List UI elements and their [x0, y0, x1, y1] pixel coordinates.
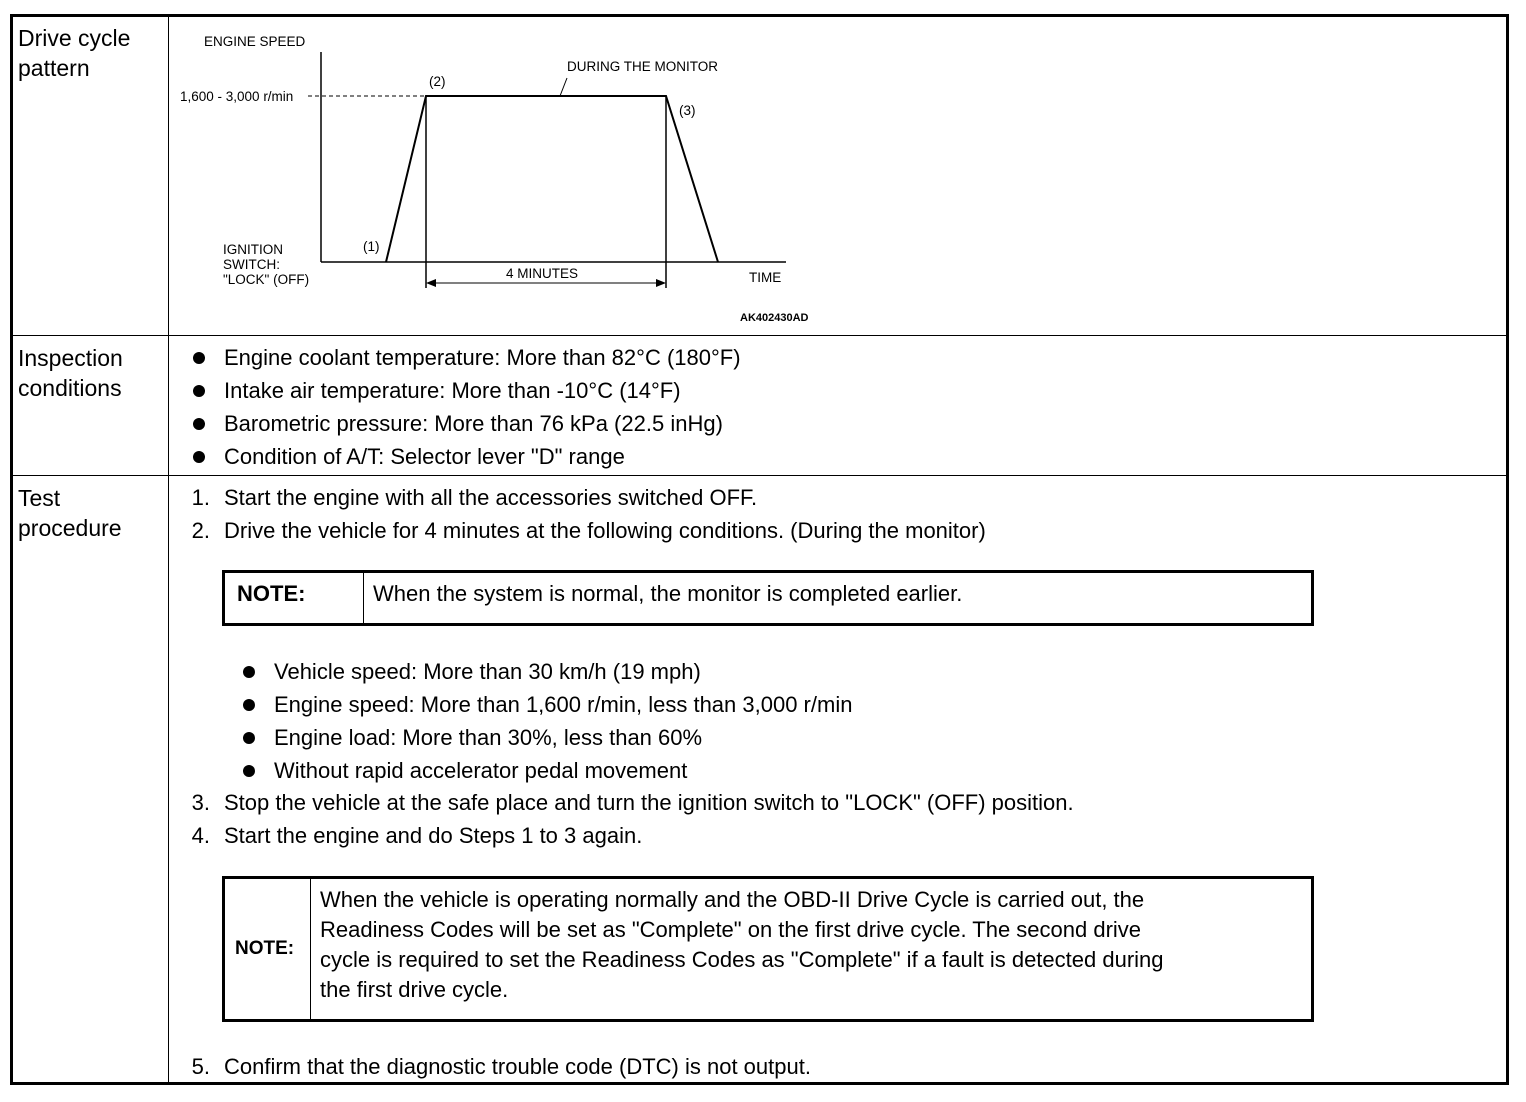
bullet-icon: [243, 765, 255, 777]
row-divider: [13, 475, 1506, 476]
note-line: Readiness Codes will be set as "Complete" on the first drive cycle. The second drive: [320, 917, 1142, 942]
inspection-item: Engine coolant temperature: More than 82°C (180°F): [224, 345, 741, 370]
test-label: [18, 483, 122, 543]
arrow-right-head: [656, 279, 666, 287]
step-number: 5.: [191, 1054, 210, 1079]
inspection-item: Intake air temperature: More than -10°C (14°F): [224, 378, 681, 403]
monitor-label: DURING THE MONITOR: [567, 59, 719, 74]
step-text: Drive the vehicle for 4 minutes at the following conditions. (During the monitor): [224, 518, 986, 543]
bullet-icon: [243, 732, 255, 744]
bullet-icon: [193, 451, 205, 463]
step-number: 2.: [191, 518, 210, 543]
inspection-label: [18, 343, 123, 403]
inspection-label-text: Inspection conditions: [18, 345, 123, 401]
bullet-icon: [193, 418, 205, 430]
note-label: NOTE:: [225, 879, 311, 1019]
bullet-icon: [193, 352, 205, 364]
step-text: Confirm that the diagnostic trouble code (DTC) is not output.: [224, 1054, 811, 1079]
note-box: [222, 876, 1314, 1022]
speed-profile: [386, 96, 718, 262]
speed-range-label: 1,600 - 3,000 r/min: [180, 89, 294, 104]
step-text: Start the engine and do Steps 1 to 3 again.: [224, 823, 643, 848]
step-text: Start the engine with all the accessories switched OFF.: [224, 485, 758, 510]
point-2-label: (2): [429, 74, 446, 89]
duration-label: 4 MINUTES: [506, 266, 579, 281]
y-axis-label: ENGINE SPEED: [204, 34, 306, 49]
note-box: [222, 570, 1314, 626]
point-1-label: (1): [363, 239, 380, 254]
note-line: When the vehicle is operating normally and the OBD-II Drive Cycle is carried out, the: [320, 887, 1145, 912]
x-axis-label: TIME: [749, 270, 782, 285]
step-number: 3.: [191, 790, 210, 815]
ignition-line-1: IGNITION: [223, 242, 283, 257]
step-text: Stop the vehicle at the safe place and turn the ignition switch to "LOCK" (OFF) position.: [224, 790, 1074, 815]
bullet-icon: [243, 666, 255, 678]
condition-item: Without rapid accelerator pedal movement: [274, 758, 688, 783]
note-line: the first drive cycle.: [320, 977, 509, 1002]
note-text: [320, 885, 1164, 1005]
condition-item: Vehicle speed: More than 30 km/h (19 mph): [274, 659, 701, 684]
drive-cycle-diagram: [0, 0, 1526, 340]
step-number: 4.: [191, 823, 210, 848]
condition-item: Engine load: More than 30%, less than 60%: [274, 725, 703, 750]
condition-item: Engine speed: More than 1,600 r/min, less than 3,000 r/min: [274, 692, 853, 717]
inspection-item: Condition of A/T: Selector lever "D" range: [224, 444, 625, 469]
ignition-line-3: "LOCK" (OFF): [223, 272, 310, 287]
point-3-label: (3): [679, 103, 696, 118]
ignition-line-2: SWITCH:: [223, 257, 280, 272]
drive-cycle-label-text: Drive cycle pattern: [18, 25, 131, 81]
monitor-leader: [560, 78, 567, 96]
bullet-icon: [243, 699, 255, 711]
note-label: NOTE:: [225, 573, 364, 623]
test-label-text: Test procedure: [18, 485, 122, 541]
step-number: 1.: [191, 485, 210, 510]
figure-id: AK402430AD: [740, 312, 809, 324]
arrow-left-head: [426, 279, 436, 287]
note-text: When the system is normal, the monitor is completed earlier.: [373, 581, 963, 606]
bullet-icon: [193, 385, 205, 397]
inspection-item: Barometric pressure: More than 76 kPa (22.5 inHg): [224, 411, 723, 436]
note-line: cycle is required to set the Readiness Codes as "Complete" if a fault is detected during: [320, 947, 1164, 972]
